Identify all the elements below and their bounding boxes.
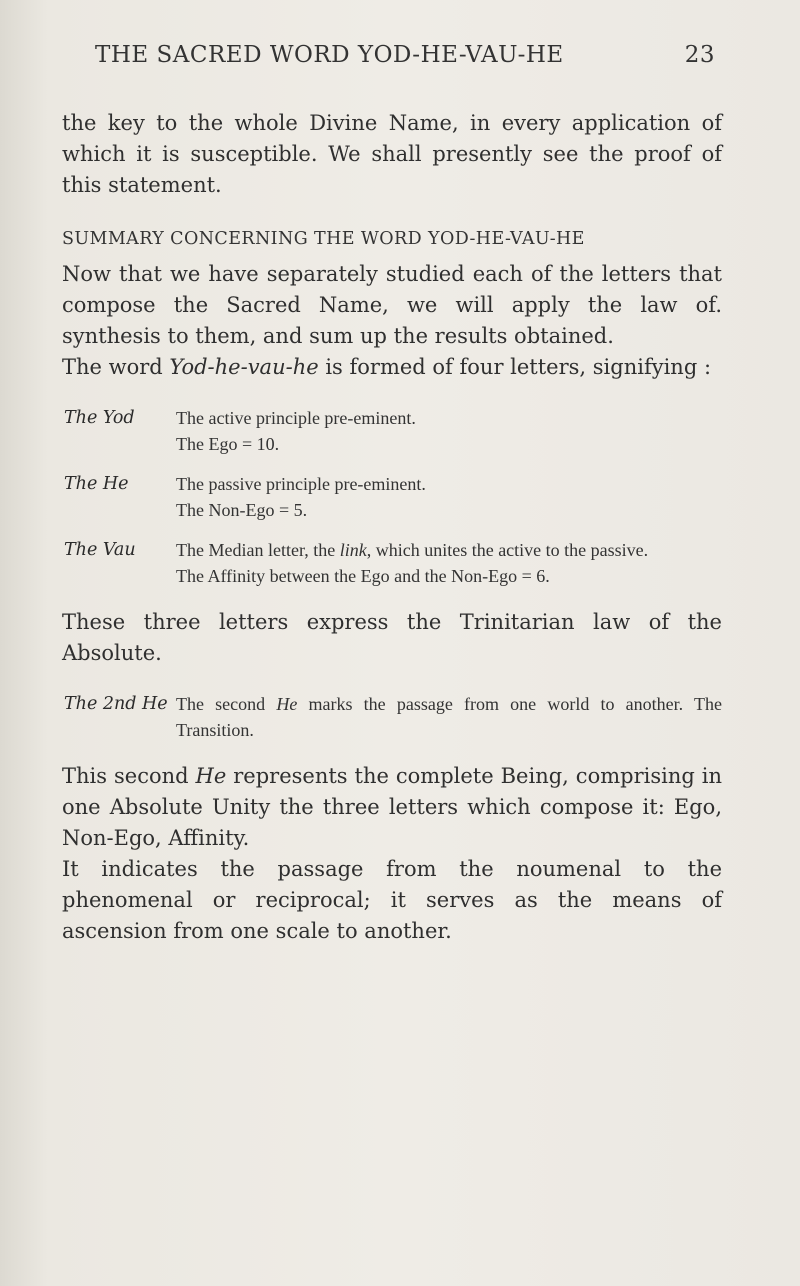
definition-yod [62,405,722,457]
definition-text [176,405,722,457]
vau-line1-after: , which unites the active to the passive. [366,540,649,560]
paragraph-complete-being [62,761,722,854]
second-he-after: marks the passage from one world to another. The Transition. [176,694,722,740]
p5-after: represents the complete Being, comprising in one Absolute Unity the three letters which compose it: Ego, Non-Ego, Affinity. [62,764,722,850]
definition-vau [62,537,722,589]
running-header [95,42,715,68]
paragraph-trinitarian: These three letters express the Trinitarian law of the Absolute. [62,610,722,665]
definition-term: The Yod [64,408,135,428]
section-heading: SUMMARY CONCERNING THE WORD YOD-HE-VAU-HE [62,229,585,249]
paragraph-synthesis-text: Now that we have separately studied each of the letters that compose the Sacred Name, we will apply the law of. synthesis to them, and sum up the results obtained. [62,262,722,348]
page-number: 23 [684,42,715,68]
page-body [62,108,722,947]
definition-line: The active principle pre-eminent. [176,408,416,428]
definition-term: The 2nd He [64,694,168,714]
definition-line [176,537,722,563]
paragraph-synthesis [62,259,722,352]
paragraph-continuation: the key to the whole Divine Name, in every application of which it is susceptible. We shall presently see the proof of this statement. [62,111,722,197]
running-title: THE SACRED WORD YOD-HE-VAU-HE [95,42,564,68]
definition-line: The Non-Ego = 5. [176,500,308,520]
definition-text [176,691,722,743]
definitions-list-second [62,691,722,743]
definition-text [176,537,722,589]
p3-before: The word [62,355,170,379]
p5-italic: He [195,764,227,788]
p3-after: is formed of four letters, signifying : [318,355,712,379]
vau-line1-before: The Median letter, the [176,540,340,560]
definition-he [62,471,722,523]
definition-term: The Vau [64,540,136,560]
definitions-list [62,405,722,589]
second-he-italic: He [276,694,298,714]
definition-line: The Ego = 10. [176,434,280,454]
p5-before: This second [62,764,196,788]
second-he-before: The second [176,694,277,714]
definition-line: The passive principle pre-eminent. [176,474,426,494]
definition-second-he [62,691,722,743]
paragraph-word-definition [62,352,722,383]
definition-text [176,471,722,523]
paragraph-passage: It indicates the passage from the noumenal to the phenomenal or reciprocal; it serves as the means of ascension from one scale to another. [62,857,722,943]
definition-line: The Affinity between the Ego and the Non-Ego = 6. [176,566,550,586]
vau-line1-italic: link [339,540,367,560]
p3-italic-word: Yod-he-vau-he [169,355,319,379]
definition-term: The He [64,474,129,494]
